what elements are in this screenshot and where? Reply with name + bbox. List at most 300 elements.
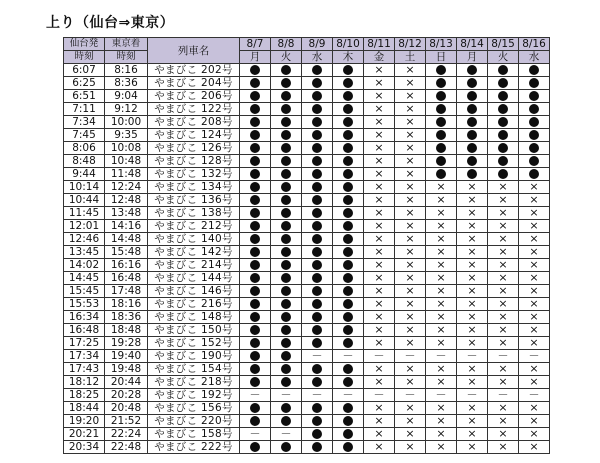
filled-circle-icon (250, 416, 260, 426)
filled-circle-icon (436, 130, 446, 140)
no-service-cell (395, 337, 426, 350)
cross-mark: × (374, 375, 384, 388)
runs-mark-cell (240, 246, 271, 259)
runs-mark-cell (302, 285, 333, 298)
no-service-cell (364, 428, 395, 441)
filled-circle-icon (312, 286, 322, 296)
no-service-cell (426, 259, 457, 272)
filled-circle-icon (343, 208, 353, 218)
runs-mark-cell (302, 129, 333, 142)
cross-mark: × (405, 63, 415, 76)
no-service-cell (426, 272, 457, 285)
filled-circle-icon (281, 143, 291, 153)
filled-circle-icon (250, 377, 260, 387)
not-operating-cell (395, 350, 426, 363)
no-service-cell (519, 181, 550, 194)
cross-mark: × (405, 154, 415, 167)
cross-mark: × (529, 336, 539, 349)
no-service-cell (457, 428, 488, 441)
filled-circle-icon (343, 117, 353, 127)
cross-mark: × (405, 440, 415, 453)
cross-mark: × (405, 323, 415, 336)
train-name: やまびこ 156号 (148, 402, 240, 415)
runs-mark-cell (240, 337, 271, 350)
no-service-cell (488, 402, 519, 415)
runs-mark-cell (302, 116, 333, 129)
no-service-cell (426, 363, 457, 376)
no-service-cell (395, 246, 426, 259)
filled-circle-icon (436, 117, 446, 127)
date-header: 8/16 (519, 38, 550, 51)
arrival-time: 10:00 (105, 116, 148, 129)
filled-circle-icon (312, 182, 322, 192)
no-service-cell (426, 194, 457, 207)
cross-mark: × (467, 258, 477, 271)
filled-circle-icon (343, 286, 353, 296)
runs-mark-cell (271, 116, 302, 129)
arrival-time: 18:48 (105, 324, 148, 337)
cross-mark: × (374, 336, 384, 349)
runs-mark-cell (457, 116, 488, 129)
runs-mark-cell (333, 246, 364, 259)
train-name: やまびこ 148号 (148, 311, 240, 324)
no-service-cell (519, 441, 550, 454)
cross-mark: × (467, 180, 477, 193)
filled-circle-icon (529, 117, 539, 127)
arrival-time: 22:24 (105, 428, 148, 441)
dash-mark: － (280, 427, 292, 440)
not-operating-cell (240, 389, 271, 402)
runs-mark-cell (426, 142, 457, 155)
date-header: 8/10 (333, 38, 364, 51)
cross-mark: × (467, 310, 477, 323)
filled-circle-icon (498, 91, 508, 101)
no-service-cell (457, 246, 488, 259)
no-service-cell (488, 259, 519, 272)
cross-mark: × (374, 128, 384, 141)
cross-mark: × (498, 180, 508, 193)
departure-time: 17:25 (64, 337, 105, 350)
filled-circle-icon (343, 104, 353, 114)
runs-mark-cell (302, 194, 333, 207)
cross-mark: × (405, 336, 415, 349)
train-name-header: 列車名 (148, 38, 240, 64)
cross-mark: × (405, 245, 415, 258)
cross-mark: × (374, 219, 384, 232)
timetable (63, 37, 550, 454)
filled-circle-icon (312, 247, 322, 257)
filled-circle-icon (498, 143, 508, 153)
train-name: やまびこ 218号 (148, 376, 240, 389)
departure-time: 12:01 (64, 220, 105, 233)
filled-circle-icon (312, 117, 322, 127)
filled-circle-icon (281, 208, 291, 218)
departure-time: 14:45 (64, 272, 105, 285)
runs-mark-cell (271, 77, 302, 90)
cross-mark: × (374, 440, 384, 453)
filled-circle-icon (250, 325, 260, 335)
date-header: 8/12 (395, 38, 426, 51)
cross-mark: × (374, 401, 384, 414)
cross-mark: × (529, 284, 539, 297)
not-operating-cell (364, 350, 395, 363)
filled-circle-icon (529, 143, 539, 153)
cross-mark: × (498, 440, 508, 453)
cross-mark: × (405, 258, 415, 271)
cross-mark: × (374, 154, 384, 167)
weekday-header: 土 (395, 51, 426, 64)
no-service-cell (426, 207, 457, 220)
no-service-cell (364, 142, 395, 155)
cross-mark: × (374, 89, 384, 102)
cross-mark: × (529, 245, 539, 258)
filled-circle-icon (467, 104, 477, 114)
train-name: やまびこ 212号 (148, 220, 240, 233)
runs-mark-cell (240, 441, 271, 454)
no-service-cell (364, 246, 395, 259)
table-row (64, 142, 550, 155)
weekday-header: 火 (488, 51, 519, 64)
no-service-cell (426, 285, 457, 298)
arrival-time: 20:44 (105, 376, 148, 389)
cross-mark: × (436, 232, 446, 245)
no-service-cell (457, 181, 488, 194)
date-header: 8/9 (302, 38, 333, 51)
cross-mark: × (467, 284, 477, 297)
cross-mark: × (436, 258, 446, 271)
runs-mark-cell (333, 337, 364, 350)
dash-mark: － (435, 388, 447, 401)
table-row (64, 207, 550, 220)
cross-mark: × (405, 206, 415, 219)
no-service-cell (426, 246, 457, 259)
departure-time: 6:25 (64, 77, 105, 90)
cross-mark: × (436, 206, 446, 219)
filled-circle-icon (312, 156, 322, 166)
cross-mark: × (498, 401, 508, 414)
filled-circle-icon (250, 195, 260, 205)
filled-circle-icon (281, 286, 291, 296)
runs-mark-cell (240, 194, 271, 207)
cross-mark: × (436, 323, 446, 336)
cross-mark: × (529, 440, 539, 453)
runs-mark-cell (271, 285, 302, 298)
filled-circle-icon (343, 182, 353, 192)
runs-mark-cell (302, 103, 333, 116)
filled-circle-icon (529, 78, 539, 88)
filled-circle-icon (250, 247, 260, 257)
runs-mark-cell (302, 155, 333, 168)
runs-mark-cell (426, 64, 457, 77)
runs-mark-cell (240, 142, 271, 155)
no-service-cell (426, 376, 457, 389)
header-row-weekdays (64, 51, 550, 64)
cross-mark: × (498, 284, 508, 297)
table-row (64, 181, 550, 194)
runs-mark-cell (333, 311, 364, 324)
filled-circle-icon (312, 312, 322, 322)
no-service-cell (364, 324, 395, 337)
filled-circle-icon (250, 208, 260, 218)
runs-mark-cell (333, 376, 364, 389)
cross-mark: × (405, 284, 415, 297)
runs-mark-cell (302, 220, 333, 233)
filled-circle-icon (343, 247, 353, 257)
cross-mark: × (374, 180, 384, 193)
no-service-cell (426, 220, 457, 233)
weekday-header: 月 (240, 51, 271, 64)
cross-mark: × (374, 167, 384, 180)
filled-circle-icon (343, 78, 353, 88)
filled-circle-icon (436, 143, 446, 153)
filled-circle-icon (250, 91, 260, 101)
table-row (64, 77, 550, 90)
no-service-cell (395, 259, 426, 272)
runs-mark-cell (240, 311, 271, 324)
runs-mark-cell (271, 272, 302, 285)
runs-mark-cell (519, 77, 550, 90)
train-name: やまびこ 206号 (148, 90, 240, 103)
arrival-time: 19:48 (105, 363, 148, 376)
no-service-cell (426, 428, 457, 441)
date-header: 8/8 (271, 38, 302, 51)
filled-circle-icon (281, 403, 291, 413)
arrival-time: 20:48 (105, 402, 148, 415)
cross-mark: × (374, 297, 384, 310)
runs-mark-cell (302, 181, 333, 194)
train-name: やまびこ 126号 (148, 142, 240, 155)
no-service-cell (426, 324, 457, 337)
no-service-cell (457, 194, 488, 207)
departure-time: 20:21 (64, 428, 105, 441)
runs-mark-cell (240, 90, 271, 103)
cross-mark: × (529, 180, 539, 193)
cross-mark: × (529, 193, 539, 206)
runs-mark-cell (333, 168, 364, 181)
date-header: 8/11 (364, 38, 395, 51)
filled-circle-icon (529, 104, 539, 114)
cross-mark: × (436, 362, 446, 375)
no-service-cell (395, 220, 426, 233)
runs-mark-cell (240, 181, 271, 194)
arrival-time: 13:48 (105, 207, 148, 220)
not-operating-cell (364, 389, 395, 402)
no-service-cell (488, 311, 519, 324)
filled-circle-icon (312, 364, 322, 374)
filled-circle-icon (436, 169, 446, 179)
filled-circle-icon (343, 312, 353, 322)
filled-circle-icon (281, 117, 291, 127)
cross-mark: × (467, 232, 477, 245)
no-service-cell (519, 194, 550, 207)
filled-circle-icon (498, 156, 508, 166)
no-service-cell (488, 415, 519, 428)
no-service-cell (364, 181, 395, 194)
runs-mark-cell (240, 155, 271, 168)
runs-mark-cell (488, 64, 519, 77)
filled-circle-icon (281, 195, 291, 205)
cross-mark: × (467, 323, 477, 336)
filled-circle-icon (436, 104, 446, 114)
cross-mark: × (405, 414, 415, 427)
train-name: やまびこ 204号 (148, 77, 240, 90)
cross-mark: × (374, 245, 384, 258)
runs-mark-cell (240, 402, 271, 415)
train-name: やまびこ 128号 (148, 155, 240, 168)
filled-circle-icon (498, 65, 508, 75)
filled-circle-icon (312, 338, 322, 348)
train-name: やまびこ 132号 (148, 168, 240, 181)
no-service-cell (519, 376, 550, 389)
cross-mark: × (498, 232, 508, 245)
no-service-cell (395, 402, 426, 415)
table-row (64, 194, 550, 207)
cross-mark: × (374, 284, 384, 297)
cross-mark: × (374, 102, 384, 115)
cross-mark: × (529, 362, 539, 375)
no-service-cell (364, 233, 395, 246)
cross-mark: × (405, 401, 415, 414)
no-service-cell (519, 337, 550, 350)
table-row (64, 64, 550, 77)
no-service-cell (488, 324, 519, 337)
table-body (64, 64, 550, 454)
filled-circle-icon (343, 364, 353, 374)
cross-mark: × (467, 440, 477, 453)
no-service-cell (488, 272, 519, 285)
no-service-cell (519, 220, 550, 233)
runs-mark-cell (333, 77, 364, 90)
not-operating-cell (457, 389, 488, 402)
table-row (64, 376, 550, 389)
arrival-time: 10:48 (105, 155, 148, 168)
filled-circle-icon (250, 78, 260, 88)
runs-mark-cell (333, 64, 364, 77)
cross-mark: × (436, 245, 446, 258)
no-service-cell (364, 272, 395, 285)
no-service-cell (426, 402, 457, 415)
train-name: やまびこ 216号 (148, 298, 240, 311)
table-row (64, 285, 550, 298)
filled-circle-icon (281, 130, 291, 140)
no-service-cell (457, 259, 488, 272)
runs-mark-cell (333, 207, 364, 220)
runs-mark-cell (302, 77, 333, 90)
departure-time: 11:45 (64, 207, 105, 220)
runs-mark-cell (302, 142, 333, 155)
runs-mark-cell (271, 155, 302, 168)
filled-circle-icon (312, 442, 322, 452)
date-header: 8/7 (240, 38, 271, 51)
runs-mark-cell (333, 90, 364, 103)
filled-circle-icon (281, 312, 291, 322)
departure-time: 15:45 (64, 285, 105, 298)
filled-circle-icon (343, 130, 353, 140)
table-row (64, 103, 550, 116)
arrival-time: 11:48 (105, 168, 148, 181)
cross-mark: × (374, 427, 384, 440)
cross-mark: × (405, 310, 415, 323)
departure-time: 13:45 (64, 246, 105, 259)
not-operating-cell (240, 428, 271, 441)
train-name: やまびこ 152号 (148, 337, 240, 350)
filled-circle-icon (312, 377, 322, 387)
cross-mark: × (529, 323, 539, 336)
runs-mark-cell (426, 90, 457, 103)
no-service-cell (395, 324, 426, 337)
no-service-cell (364, 77, 395, 90)
runs-mark-cell (333, 259, 364, 272)
no-service-cell (395, 77, 426, 90)
filled-circle-icon (281, 299, 291, 309)
weekday-header: 水 (519, 51, 550, 64)
not-operating-cell (395, 389, 426, 402)
cross-mark: × (374, 414, 384, 427)
no-service-cell (395, 129, 426, 142)
table-row (64, 337, 550, 350)
runs-mark-cell (519, 142, 550, 155)
no-service-cell (395, 116, 426, 129)
cross-mark: × (436, 440, 446, 453)
no-service-cell (395, 90, 426, 103)
filled-circle-icon (436, 65, 446, 75)
no-service-cell (488, 428, 519, 441)
cross-mark: × (467, 245, 477, 258)
filled-circle-icon (312, 234, 322, 244)
runs-mark-cell (240, 64, 271, 77)
no-service-cell (395, 428, 426, 441)
table-row (64, 90, 550, 103)
runs-mark-cell (426, 103, 457, 116)
not-operating-cell (488, 389, 519, 402)
filled-circle-icon (312, 104, 322, 114)
runs-mark-cell (240, 415, 271, 428)
runs-mark-cell (302, 441, 333, 454)
filled-circle-icon (250, 65, 260, 75)
arrival-time: 8:36 (105, 77, 148, 90)
runs-mark-cell (519, 64, 550, 77)
filled-circle-icon (343, 65, 353, 75)
arr-header-line1: 東京着 (105, 38, 148, 51)
not-operating-cell (271, 428, 302, 441)
cross-mark: × (467, 206, 477, 219)
filled-circle-icon (467, 156, 477, 166)
cross-mark: × (405, 128, 415, 141)
filled-circle-icon (281, 377, 291, 387)
arrival-time: 18:16 (105, 298, 148, 311)
dash-mark: － (311, 388, 323, 401)
no-service-cell (395, 233, 426, 246)
no-service-cell (364, 402, 395, 415)
runs-mark-cell (302, 233, 333, 246)
weekday-header: 月 (457, 51, 488, 64)
filled-circle-icon (250, 351, 260, 361)
filled-circle-icon (436, 91, 446, 101)
no-service-cell (488, 181, 519, 194)
filled-circle-icon (467, 117, 477, 127)
arrival-time: 15:48 (105, 246, 148, 259)
runs-mark-cell (302, 337, 333, 350)
filled-circle-icon (343, 299, 353, 309)
cross-mark: × (405, 89, 415, 102)
filled-circle-icon (343, 143, 353, 153)
no-service-cell (426, 441, 457, 454)
cross-mark: × (405, 375, 415, 388)
filled-circle-icon (250, 442, 260, 452)
filled-circle-icon (250, 299, 260, 309)
runs-mark-cell (488, 103, 519, 116)
no-service-cell (519, 259, 550, 272)
